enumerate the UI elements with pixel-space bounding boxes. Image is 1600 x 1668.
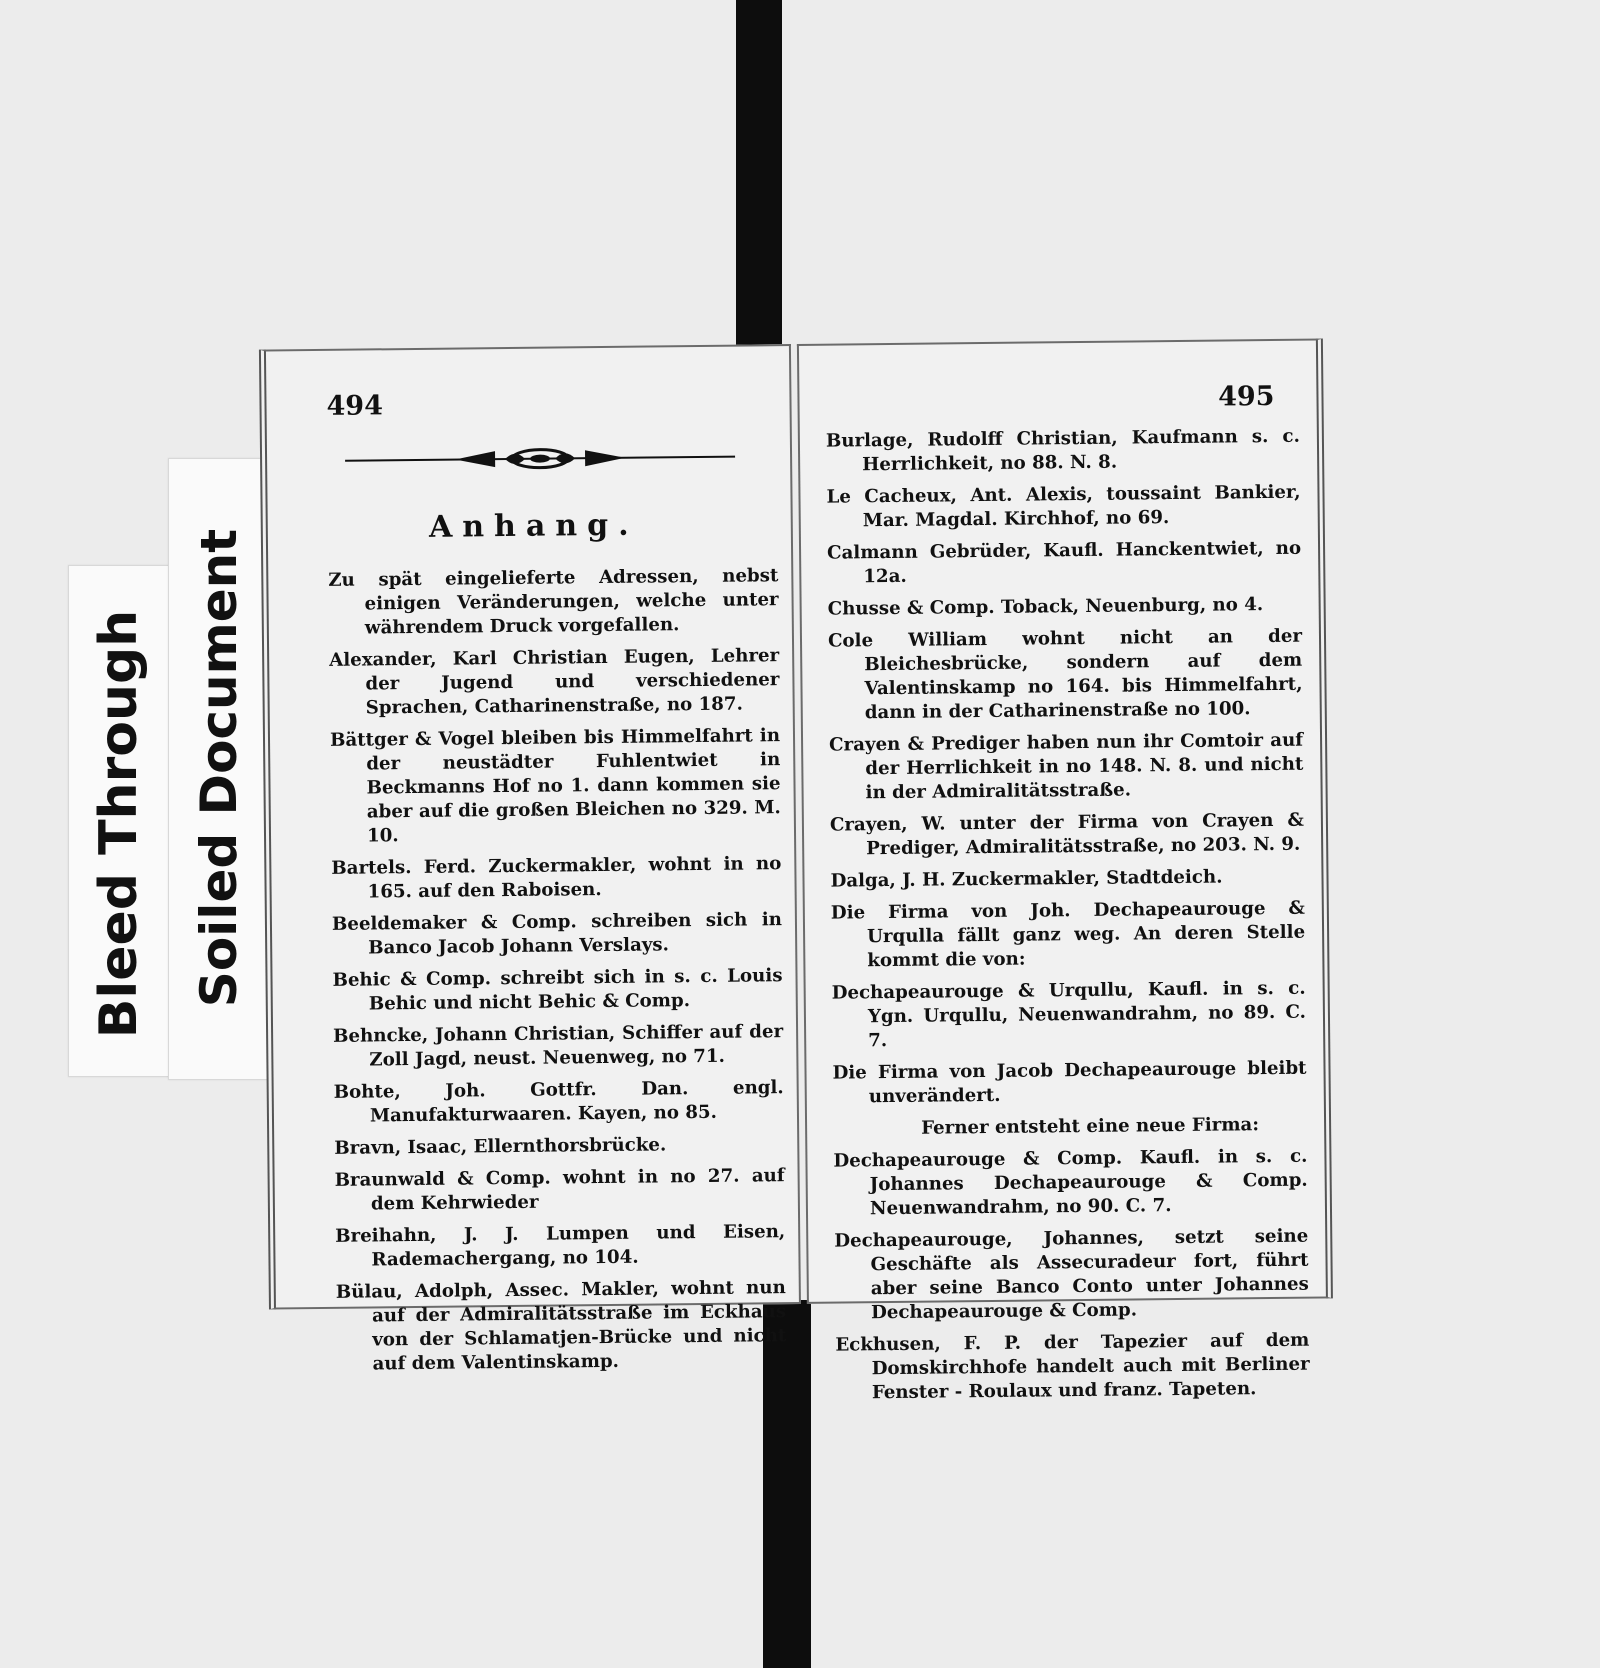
directory-entry: Die Firma von Joh. Dechapeaurouge & Urqulla fällt ganz weg. An deren Stelle kommt die von: — [830, 897, 1306, 972]
soiled-document-label — [168, 458, 270, 1080]
directory-entry: Braunwald & Comp. wohnt in no 27. auf dem Kehrwieder — [334, 1165, 785, 1215]
directory-entry: Chusse & Comp. Toback, Neuenburg, no 4. — [827, 594, 1264, 620]
open-book — [259, 338, 1333, 1404]
appendix-title: Anhang. — [428, 507, 639, 545]
directory-entry: Dechapeaurouge, Johannes, setzt seine Geschäfte als Assecuradeur fort, führt aber seine Banco Conto unter Johannes Dechapeaurouge & Comp. — [834, 1225, 1309, 1324]
soiled-document-text: Soiled Document — [190, 528, 248, 1008]
directory-entry: Dalga, J. H. Zuckermakler, Stadtdeich. — [830, 866, 1223, 892]
directory-entry: Cole William wohnt nicht an der Bleichesbrücke, sondern auf dem Valentinskamp no 164. bis Himmelfahrt, dann in der Catharinenstraße no 100. — [827, 625, 1303, 724]
left-page-number: 494 — [326, 390, 384, 422]
directory-entry: Behncke, Johann Christian, Schiffer auf der Zoll Jagd, neust. Neuenweg, no 71. — [333, 1021, 784, 1071]
bleed-through-text: Bleed Through — [89, 609, 149, 1039]
directory-entry: Eckhusen, F. P. der Tapezier auf dem Domskirchhofe handelt auch mit Berliner Fenster - Roulaux und franz. Tapeten. — [835, 1329, 1310, 1404]
directory-entry: Crayen, W. unter der Firma von Crayen & Prediger, Admiralitätsstraße, no 203. N. 9. — [829, 809, 1305, 860]
directory-entry: Dechapeaurouge & Comp. Kaufl. in s. c. Johannes Dechapeaurouge & Comp. Neuenwandrahm, no 90. C. 7. — [833, 1145, 1308, 1220]
directory-entry: Le Cacheux, Ant. Alexis, toussaint Bankier, Mar. Magdal. Kirchhof, no 69. — [826, 481, 1301, 532]
book-spine-top — [736, 0, 782, 356]
ornament-divider-icon — [345, 445, 735, 473]
directory-entry: Bättger & Vogel bleiben bis Himmelfahrt in der neustädter Fuhlentwiet in Beckmanns Hof no 1. dann kommen sie aber auf die großen Bleichen no 329. M. 10. — [329, 725, 781, 847]
new-firm-subheading: Ferner entsteht eine neue Firma: — [921, 1114, 1260, 1139]
directory-entry: Bohte, Joh. Gottfr. Dan. engl. Manufakturwaaren. Kayen, no 85. — [333, 1077, 784, 1127]
directory-entry: Crayen & Prediger haben nun ihr Comtoir auf der Herrlichkeit in no 148. N. 8. und nicht in der Admiralitätsstraße. — [828, 729, 1304, 804]
directory-entry: Behic & Comp. schreibt sich in s. c. Louis Behic und nicht Behic & Comp. — [332, 965, 783, 1015]
right-page — [797, 338, 1333, 1404]
directory-entry: Burlage, Rudolff Christian, Kaufmann s. c. Herrlichkeit, no 88. N. 8. — [825, 425, 1301, 476]
appendix-intro: Zu spät eingelieferte Adressen, nebst einigen Veränderungen, welche unter währendem Druck vorgefallen. — [328, 565, 779, 639]
directory-entry: Beeldemaker & Comp. schreiben sich in Banco Jacob Johann Verslays. — [331, 909, 783, 959]
directory-entry: Breihahn, J. J. Lumpen und Eisen, Rademachergang, no 104. — [335, 1221, 786, 1271]
directory-entry: Bartels. Ferd. Zuckermakler, wohnt in no 165. auf den Raboisen. — [331, 853, 782, 903]
right-page-column — [826, 425, 1310, 1414]
directory-entry: Alexander, Karl Christian Eugen, Lehrer der Jugend und verschiedener Sprachen, Catharinenstraße, no 187. — [329, 645, 780, 719]
left-page-column — [328, 564, 787, 1385]
directory-entry: Calmann Gebrüder, Kaufl. Hanckentwiet, no 12a. — [826, 537, 1302, 588]
bleed-through-label — [68, 565, 170, 1077]
directory-entry: Bravn, Isaac, Ellernthorsbrücke. — [334, 1134, 667, 1159]
directory-entry: Dechapeaurouge & Urqullu, Kaufl. in s. c. Ygn. Urqullu, Neuenwandrahm, no 89. C. 7. — [831, 977, 1307, 1052]
directory-entry: Die Firma von Jacob Dechapeaurouge bleibt unverändert. — [832, 1057, 1307, 1108]
directory-entry: Bülau, Adolph, Assec. Makler, wohnt nun auf der Admiralitätsstraße im Eckhaus von der Schlamatjen-Brücke und nicht auf dem Valentinskamp. — [335, 1277, 787, 1375]
right-page-number: 495 — [1217, 380, 1275, 413]
left-page — [259, 344, 801, 1375]
